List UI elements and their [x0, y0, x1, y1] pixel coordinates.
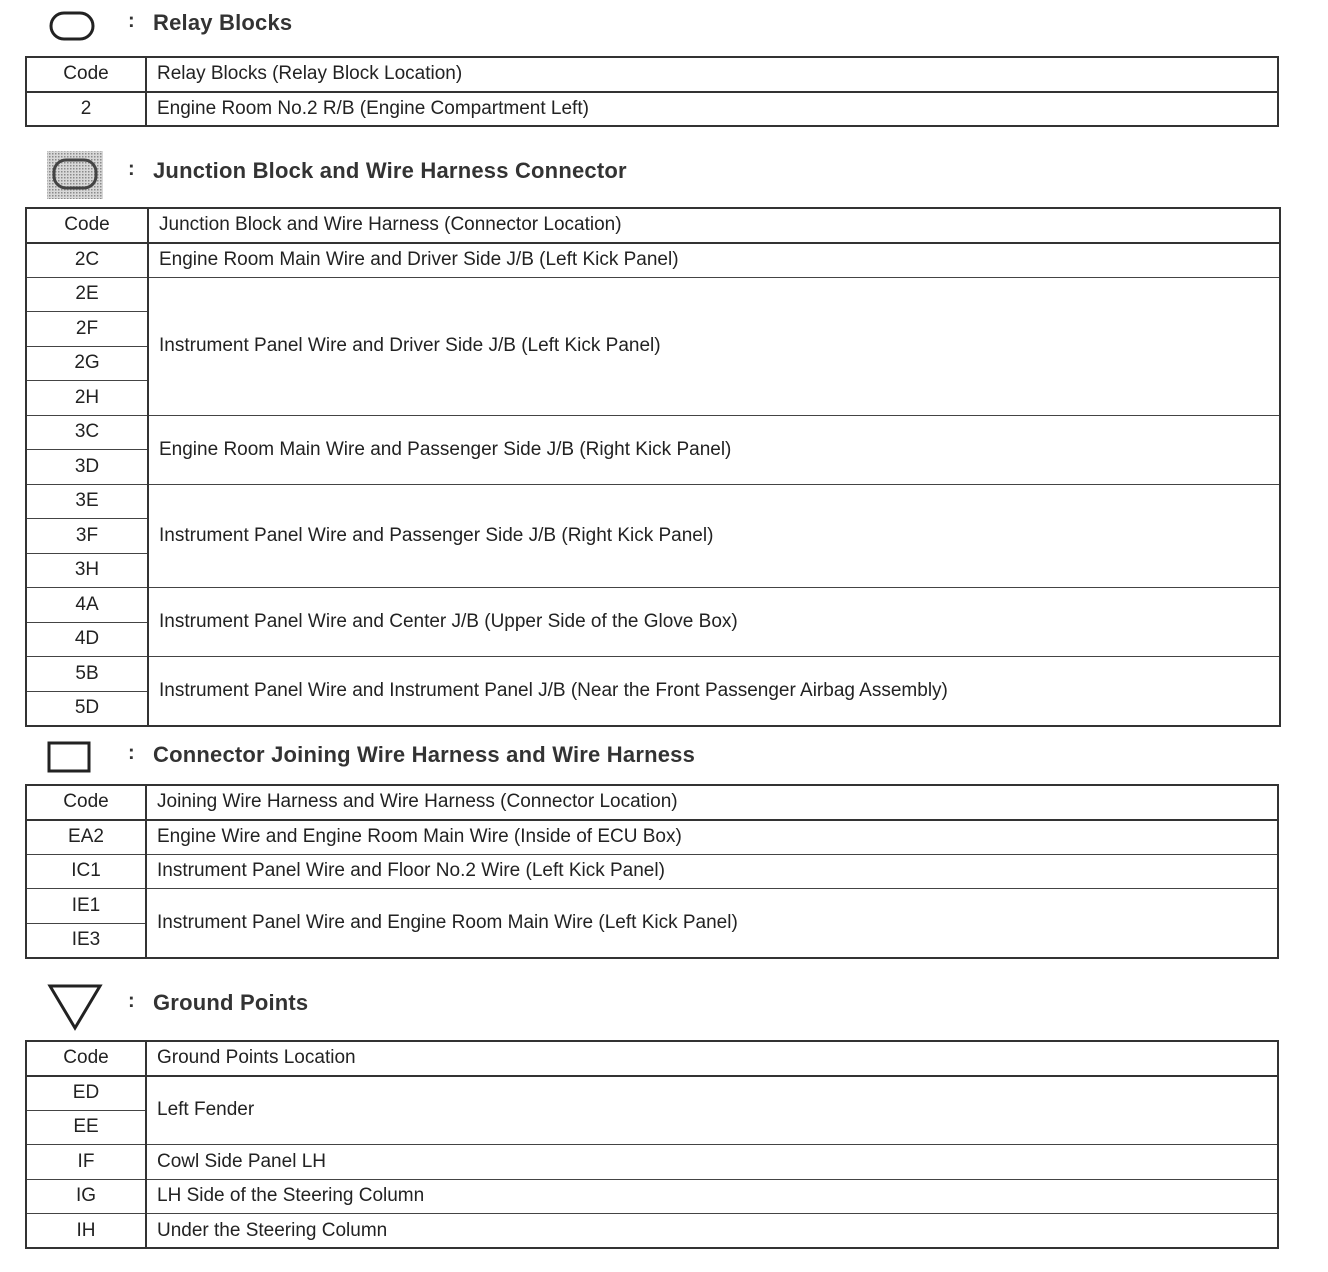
table-header-row [26, 57, 1278, 92]
code-cell: 2 [26, 92, 146, 127]
code-cell: 3F [26, 519, 148, 554]
table-row [26, 820, 1278, 855]
code-cell: 2G [26, 346, 148, 381]
table-header-row [26, 1041, 1278, 1076]
inverted-triangle-icon [46, 982, 104, 1032]
code-cell: IC1 [26, 854, 146, 889]
location-cell: Engine Room Main Wire and Driver Side J/B (Left Kick Panel) [148, 243, 1280, 278]
code-cell: IH [26, 1214, 146, 1249]
code-cell: 3C [26, 415, 148, 450]
header-description-cell: Junction Block and Wire Harness (Connector Location) [148, 208, 1280, 243]
code-cell: IF [26, 1145, 146, 1180]
junction-block-table [25, 207, 1281, 727]
header-code-cell: Code [26, 208, 148, 243]
ground-points-table [25, 1040, 1279, 1249]
table-row [26, 1145, 1278, 1180]
square-outline-icon [46, 740, 92, 776]
junction-block-header [0, 148, 1300, 188]
location-cell: Instrument Panel Wire and Floor No.2 Wire (Left Kick Panel) [146, 854, 1278, 889]
relay-blocks-header [0, 4, 1300, 44]
ground-points-title: Ground Points [153, 990, 309, 1015]
connector-joining-colon: : [128, 742, 135, 764]
location-cell: Instrument Panel Wire and Instrument Panel J/B (Near the Front Passenger Airbag Assembly) [148, 657, 1280, 726]
code-cell: 4D [26, 622, 148, 657]
table-header-row [26, 208, 1280, 243]
rounded-rectangle-outline-icon [48, 10, 96, 42]
table-row [26, 854, 1278, 889]
location-cell: Instrument Panel Wire and Engine Room Main Wire (Left Kick Panel) [146, 889, 1278, 958]
connector-joining-table [25, 784, 1279, 959]
table-row [26, 415, 1280, 450]
rounded-rectangle-shaded-icon [46, 150, 104, 200]
junction-block-title: Junction Block and Wire Harness Connector [153, 158, 627, 183]
connector-joining-title: Connector Joining Wire Harness and Wire Harness [153, 742, 696, 767]
table-row [26, 657, 1280, 692]
table-row [26, 243, 1280, 278]
header-description-cell: Relay Blocks (Relay Block Location) [146, 57, 1278, 92]
table-header-row [26, 785, 1278, 820]
junction-block-colon: : [128, 158, 135, 180]
code-cell: 5D [26, 691, 148, 726]
table-row [26, 1076, 1278, 1111]
relay-blocks-title: Relay Blocks [153, 10, 293, 35]
location-cell: Engine Room No.2 R/B (Engine Compartment Left) [146, 92, 1278, 127]
header-code-cell: Code [26, 1041, 146, 1076]
code-cell: 2C [26, 243, 148, 278]
location-cell: Instrument Panel Wire and Passenger Side J/B (Right Kick Panel) [148, 484, 1280, 588]
table-row [26, 277, 1280, 312]
code-cell: IE3 [26, 923, 146, 958]
code-cell: 2F [26, 312, 148, 347]
header-description-cell: Joining Wire Harness and Wire Harness (Connector Location) [146, 785, 1278, 820]
location-cell: Cowl Side Panel LH [146, 1145, 1278, 1180]
code-cell: IG [26, 1179, 146, 1214]
header-code-cell: Code [26, 785, 146, 820]
location-cell: Under the Steering Column [146, 1214, 1278, 1249]
header-code-cell: Code [26, 57, 146, 92]
code-cell: EA2 [26, 820, 146, 855]
code-cell: IE1 [26, 889, 146, 924]
code-cell: 5B [26, 657, 148, 692]
code-cell: 2E [26, 277, 148, 312]
code-cell: 3H [26, 553, 148, 588]
location-cell: Instrument Panel Wire and Driver Side J/B (Left Kick Panel) [148, 277, 1280, 415]
location-cell: LH Side of the Steering Column [146, 1179, 1278, 1214]
location-cell: Engine Wire and Engine Room Main Wire (Inside of ECU Box) [146, 820, 1278, 855]
ground-points-header [0, 982, 1300, 1022]
ground-points-colon: : [128, 990, 135, 1012]
relay-blocks-colon: : [128, 10, 135, 32]
connector-joining-header [0, 732, 1300, 772]
code-cell: EE [26, 1110, 146, 1145]
header-description-cell: Ground Points Location [146, 1041, 1278, 1076]
code-cell: 3D [26, 450, 148, 485]
code-cell: 4A [26, 588, 148, 623]
code-cell: ED [26, 1076, 146, 1111]
table-row [26, 588, 1280, 623]
code-cell: 2H [26, 381, 148, 416]
code-cell: 3E [26, 484, 148, 519]
table-row [26, 92, 1278, 127]
relay-blocks-table [25, 56, 1279, 127]
table-row [26, 1214, 1278, 1249]
location-cell: Left Fender [146, 1076, 1278, 1145]
location-cell: Engine Room Main Wire and Passenger Side J/B (Right Kick Panel) [148, 415, 1280, 484]
table-row [26, 1179, 1278, 1214]
table-row [26, 484, 1280, 519]
location-cell: Instrument Panel Wire and Center J/B (Upper Side of the Glove Box) [148, 588, 1280, 657]
table-row [26, 889, 1278, 924]
